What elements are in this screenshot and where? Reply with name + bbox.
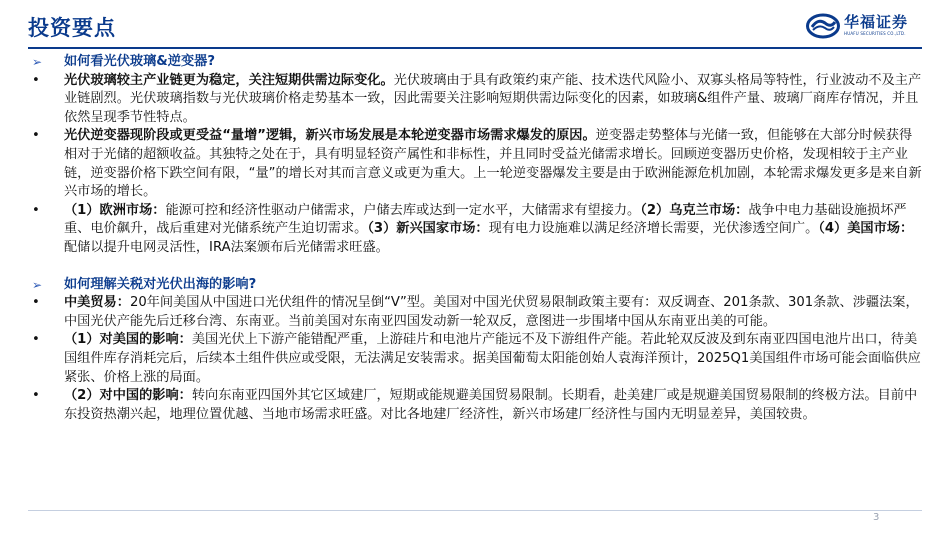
market-text-ukraine: 战争中电力基础设施损坏严重、电价飙升，战后重建对光储系统产生迫切需求。	[64, 202, 907, 237]
bullet-bold-lead: 光伏玻璃较主产业链更为稳定，关注短期供需边际变化。	[64, 72, 394, 88]
bullet-text: 转向东南亚四国外其它区域建厂，短期或能规避美国贸易限制。长期看，赴美建厂或是规避美国贸易限制的终极方法。目前中东投资热潮兴起，地理位置优越、当地市场需求旺盛。对比各地建厂经济性，新兴市场建厂经济性与国内无明显差异，美国较贵。	[64, 388, 918, 422]
logo-subtitle: HUAFU SECURITIES CO.,LTD.	[844, 31, 906, 36]
bullet-dot-icon: •	[32, 295, 40, 311]
section-heading-text: 如何理解关税对光伏出海的影响?	[64, 276, 257, 292]
footer-divider	[28, 510, 922, 511]
market-label-us: （4）美国市场：	[818, 221, 914, 237]
market-label-emerging: （3）新兴国家市场：	[367, 221, 489, 237]
logo-emblem-icon	[806, 13, 840, 39]
page-number: 3	[873, 512, 880, 523]
company-logo	[806, 10, 924, 42]
bullet-item	[28, 72, 922, 128]
bullet-text: 逆变器走势整体与光储一致，但能够在大部分时候获得相对于光储的超额收益。其独特之处在于，具有明显轻资产属性和非标性，并且同时受益光储需求增长。回顾逆变器历史价格，发现相较于主产业链，逆变器价格下跌空间有限，“量”的增长对其而言意义或更为重大。上一轮逆变器爆发主要是由于欧洲能源危机加剧，本轮需求爆发更多是来自新兴市场的增长。	[64, 128, 922, 200]
bullet-item	[28, 294, 922, 331]
bullet-dot-icon: •	[32, 72, 40, 88]
bullet-text: 美国光伏上下游产能错配严重，上游硅片和电池片产能远不及下游组件产能。若此轮双反波及到东南亚四国电池片出口，待美国组件库存消耗完后，后续本土组件供应或受限，无法满足安装需求。据美国葡萄太阳能创始人袁海洋预计，2025Q1美国组件市场可能会面临供应紧张、价格上涨的局面。	[64, 332, 921, 385]
bullet-bold-lead: 中美贸易：	[64, 295, 130, 311]
section-heading-text: 如何看光伏玻璃&逆变器?	[64, 54, 216, 69]
bullet-text: 20年间美国从中国进口光伏组件的情况呈倒“V”型。美国对中国光伏贸易限制政策主要有：双反调查、201条款、301条款、涉疆法案，中国光伏产能先后迁移台湾、东南亚。当前美国对东南亚四国发动新一轮双反，意图进一步围堵中国从东南亚出美的可能。	[64, 295, 919, 329]
bullet-bold-lead: 光伏逆变器现阶段或更受益“量增”逻辑，新兴市场发展是本轮逆变器市场需求爆发的原因。	[64, 128, 596, 144]
bullet-item	[28, 331, 922, 387]
market-text-us: 配储以提升电网灵活性，IRA法案颁布后光储需求旺盛。	[64, 239, 389, 255]
bullet-item	[28, 202, 922, 258]
bullet-bold-lead: （2）对中国的影响：	[64, 388, 192, 404]
bullet-text: 光伏玻璃由于具有政策约束产能、技术迭代风险小、双寡头格局等特性，行业波动不及主产业链剧烈。光伏玻璃指数与光伏玻璃价格走势基本一致，因此需要关注影响短期供需边际变化的因素，如玻璃&组件产量、玻璃厂商库存情况，并且依然呈现季节性特点。	[64, 72, 922, 125]
arrow-bullet-icon: ➢	[32, 277, 43, 292]
arrow-bullet-icon: ➢	[32, 55, 43, 69]
bullet-dot-icon: •	[32, 388, 40, 404]
market-text-emerging: 现有电力设施难以满足经济增长需要，光伏渗透空间广。	[488, 221, 819, 237]
bullet-item	[28, 387, 922, 424]
bullet-dot-icon: •	[32, 128, 40, 144]
header-divider	[28, 47, 922, 49]
bullet-dot-icon: •	[32, 332, 40, 348]
bullet-item	[28, 127, 922, 201]
market-text-europe: 能源可控和经济性驱动户储需求，户储去库或达到一定水平，大储需求有望接力。	[165, 202, 641, 218]
bullet-dot-icon: •	[32, 202, 40, 218]
content-body	[28, 53, 922, 424]
section-spacer	[28, 258, 922, 276]
market-label-ukraine: （2）乌克兰市场：	[640, 202, 749, 218]
logo-name: 华福证券	[844, 13, 909, 31]
page-title: 投资要点	[28, 16, 116, 40]
section-heading	[28, 276, 922, 295]
bullet-bold-lead: （1）对美国的影响：	[64, 332, 192, 348]
market-label-europe: （1）欧洲市场：	[64, 202, 166, 218]
section-heading	[28, 53, 922, 72]
